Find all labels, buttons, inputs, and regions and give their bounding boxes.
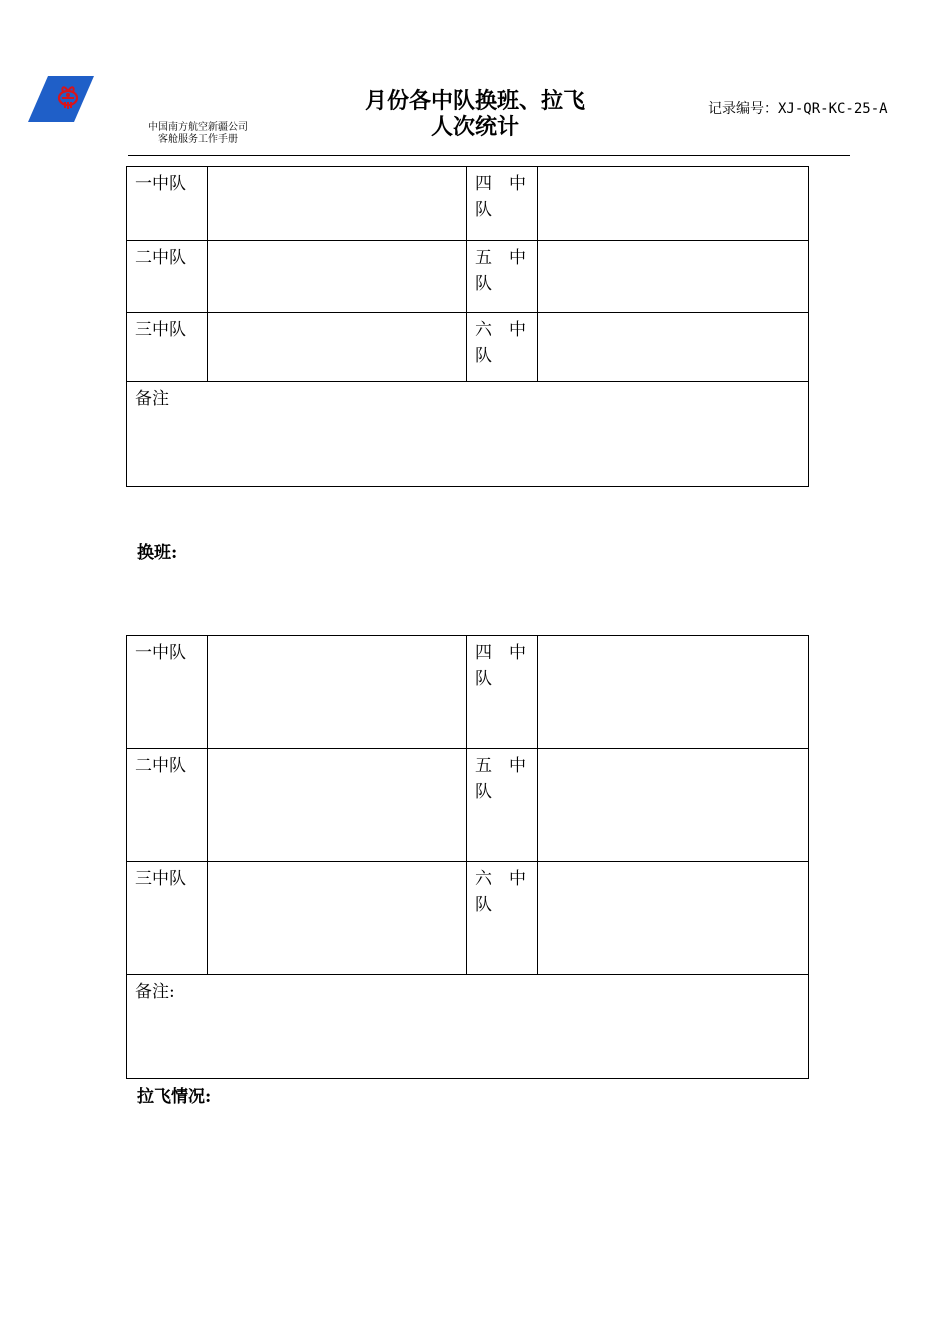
pull-flight-heading: 拉飞情况: xyxy=(137,1087,212,1107)
squad-entry-cell[interactable] xyxy=(538,749,809,862)
title-line1: 月份各中队换班、拉飞 xyxy=(364,88,585,114)
remark-label: 备注: xyxy=(135,982,175,1002)
squad-label: 五 中 队 xyxy=(467,749,538,862)
remark-row xyxy=(127,382,809,487)
company-line2: 客舱服务工作手册 xyxy=(158,134,238,145)
squad-entry-cell[interactable] xyxy=(208,241,467,313)
squad-label: 三中队 xyxy=(127,313,208,382)
squad-label: 二中队 xyxy=(127,749,208,862)
table-row xyxy=(127,862,809,975)
squad-label: 五 中 队 xyxy=(467,241,538,313)
squad-label: 六 中 队 xyxy=(467,313,538,382)
table-row xyxy=(127,749,809,862)
squad-label: 一中队 xyxy=(127,636,208,749)
company-line1: 中国南方航空新疆公司 xyxy=(148,122,248,133)
squad-label: 六 中 队 xyxy=(467,862,538,975)
squad-entry-cell[interactable] xyxy=(208,749,467,862)
company-name xyxy=(128,122,268,146)
shift-heading: 换班: xyxy=(137,543,178,563)
squad-entry-cell[interactable] xyxy=(538,241,809,313)
squad-entry-cell[interactable] xyxy=(538,167,809,241)
title-line2: 人次统计 xyxy=(430,114,519,140)
page-title xyxy=(310,88,640,140)
squad-entry-cell[interactable] xyxy=(538,862,809,975)
company-logo xyxy=(28,76,94,122)
table-row xyxy=(127,313,809,382)
squad-entry-cell[interactable] xyxy=(208,862,467,975)
remark-cell[interactable] xyxy=(127,382,809,487)
table-row xyxy=(127,241,809,313)
squad-label: 一中队 xyxy=(127,167,208,241)
squad-entry-cell[interactable] xyxy=(538,636,809,749)
squad-table-1 xyxy=(126,166,809,487)
remark-label: 备注 xyxy=(135,389,169,409)
squad-label: 四 中 队 xyxy=(467,167,538,241)
header-divider xyxy=(128,155,850,156)
table-row xyxy=(127,636,809,749)
squad-entry-cell[interactable] xyxy=(208,636,467,749)
record-value: XJ-QR-KC-25-A xyxy=(778,101,888,117)
record-number xyxy=(708,101,908,117)
squad-entry-cell[interactable] xyxy=(538,313,809,382)
remark-row xyxy=(127,975,809,1079)
squad-table-2 xyxy=(126,635,809,1079)
squad-entry-cell[interactable] xyxy=(208,313,467,382)
squad-label: 二中队 xyxy=(127,241,208,313)
squad-label: 三中队 xyxy=(127,862,208,975)
squad-label: 四 中 队 xyxy=(467,636,538,749)
squad-entry-cell[interactable] xyxy=(208,167,467,241)
remark-cell[interactable] xyxy=(127,975,809,1079)
table-row xyxy=(127,167,809,241)
record-label: 记录编号： xyxy=(708,101,778,117)
